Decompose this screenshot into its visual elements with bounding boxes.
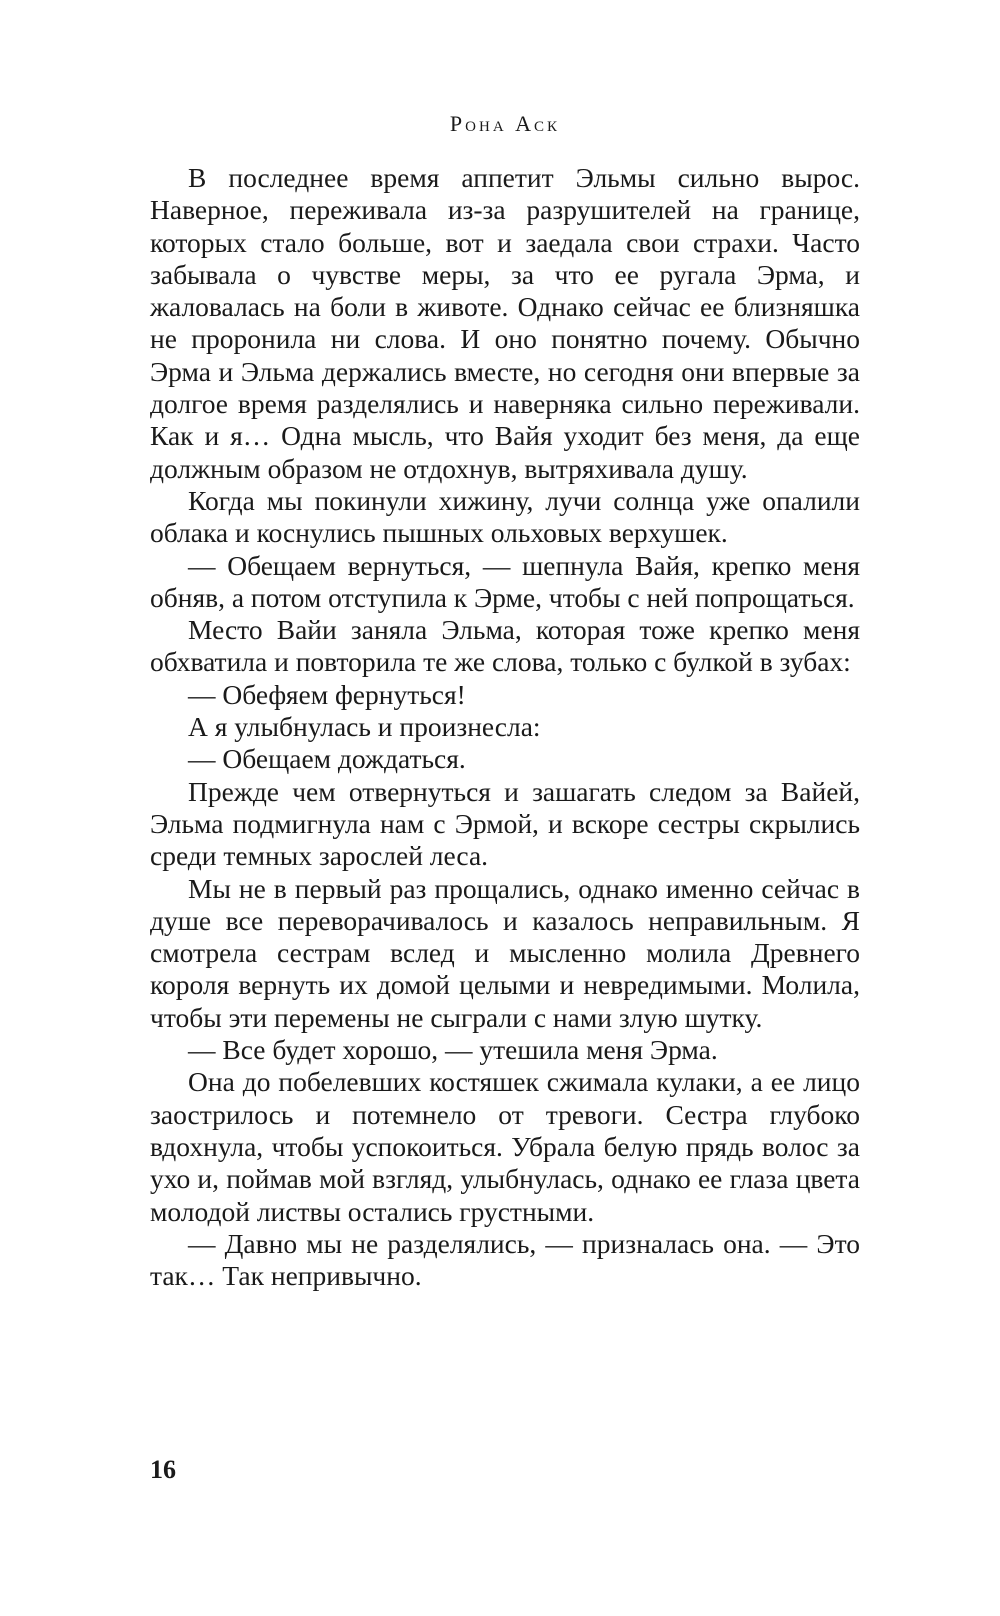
paragraph: Место Вайи заняла Эльма, которая тоже крепко меня обхватила и повторила те же слова, только с булкой в зубах:: [150, 614, 860, 678]
dialogue-line: — Все будет хорошо, — утешила меня Эрма.: [188, 1034, 718, 1066]
paragraph: Когда мы покинули хижину, лучи солнца уже опалили облака и коснулись пышных ольховых верхушек.: [150, 484, 860, 549]
dialogue-line: — Обефяем фернуться!: [188, 678, 466, 710]
paragraph: Она до побелевших костяшек сжимала кулаки, а ее лицо заострилось и потемнело от тревоги. Сестра глубоко вдохнула, чтобы успокоиться. Убрала белую прядь волос за ухо и, поймав мой взгляд, улыбнулась, однако ее глаза цвета молодой листвы остались грустными.: [150, 1066, 860, 1227]
dialogue-line: — Обещаем дождаться.: [188, 743, 466, 775]
paragraph: Мы не в первый раз прощались, однако именно сейчас в душе все переворачивалось и казалось неправильным. Я смотрела сестрам вслед и мысленно молила Древнего короля вернуть их домой целыми и невредимыми. Молила, чтобы эти перемены не сыграли с нами злую шутку.: [150, 872, 860, 1033]
running-head: Рона Аск: [449, 111, 561, 136]
book-page: [150, 0, 860, 1616]
page-number: 16: [150, 1455, 176, 1484]
paragraph: В последнее время аппетит Эльмы сильно вырос. Наверное, переживала из-за разрушителей на границе, которых стало больше, вот и заедала свои страхи. Часто забывала о чувстве меры, за что ее ругала Эрма, и жаловалась на боли в животе. Однако сейчас ее близняшка не проронила ни слова. И оно понятно почему. Обычно Эрма и Эльма держались вместе, но сегодня они впервые за долгое время разделялись и наверняка сильно переживали. Как и я… Одна мысль, что Вайя уходит без меня, да еще должным образом не отдохнув, вытряхивала душу.: [150, 162, 860, 484]
dialogue-line: — Давно мы не разделялись, — призналась она. — Это так… Так непривычно.: [150, 1227, 860, 1292]
paragraph: А я улыбнулась и произнесла:: [188, 711, 541, 743]
body-text: [150, 162, 860, 1292]
paragraph: Прежде чем отвернуться и зашагать следом за Вайей, Эльма подмигнула нам с Эрмой, и вскоре сестры скрылись среди темных зарослей леса.: [150, 775, 860, 872]
dialogue-line: — Обещаем вернуться, — шепнула Вайя, крепко меня обняв, а потом отступила к Эрме, чтобы с ней попрощаться.: [150, 549, 860, 613]
